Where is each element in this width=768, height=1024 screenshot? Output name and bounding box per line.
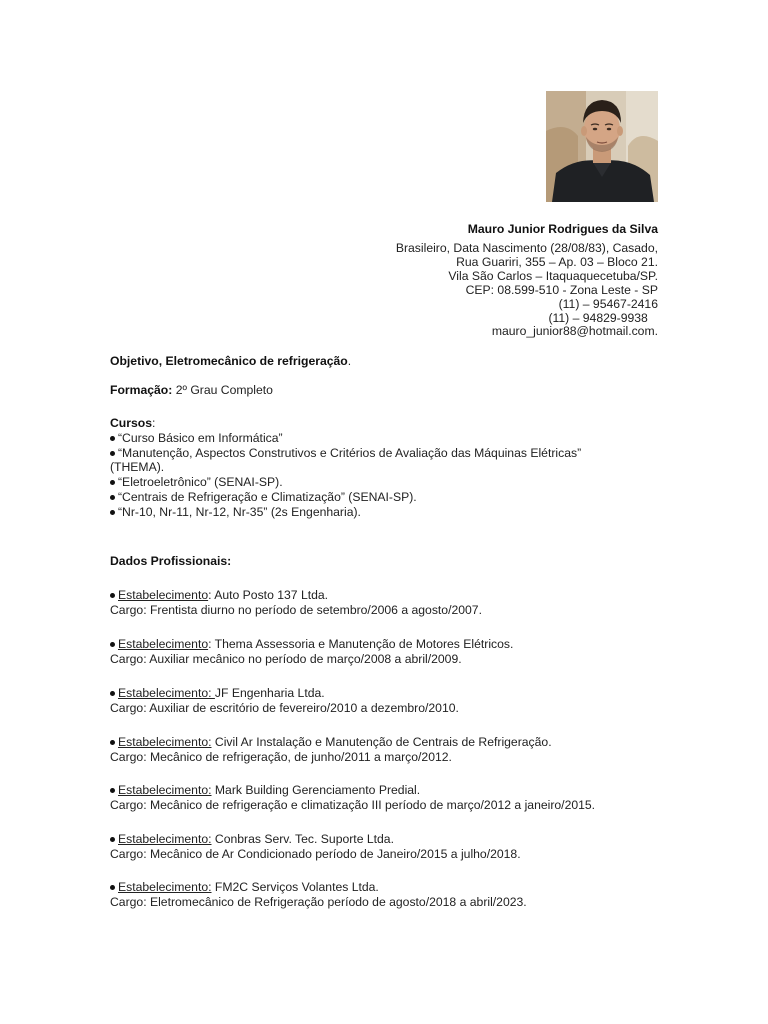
job-role: Cargo: Frentista diurno no período de setembro/2006 a agosto/2007. — [110, 602, 482, 617]
contact-line-phone-1: (11) – 95467-2416 — [558, 296, 658, 311]
job-role: Cargo: Mecânico de Ar Condicionado período de Janeiro/2015 a julho/2018. — [110, 846, 521, 861]
job-role: Cargo: Auxiliar de escritório de fevereiro/2010 a dezembro/2010. — [110, 700, 459, 715]
bullet-icon — [110, 451, 115, 456]
course-text: “Manutenção, Aspectos Construtivos e Critérios de Avaliação das Máquinas Elétricas” — [118, 445, 582, 460]
bullet-icon — [110, 837, 115, 842]
candidate-name: Mauro Junior Rodrigues da Silva — [467, 222, 658, 236]
courses-heading — [110, 416, 581, 431]
job-company: FM2C Serviços Volantes Ltda. — [214, 880, 379, 894]
job-label: Estabelecimento: — [118, 783, 212, 797]
bullet-icon — [110, 788, 115, 793]
contact-line-phone-2: (11) – 94829-9938 — [548, 310, 658, 325]
job-company: Mark Building Gerenciamento Predial. — [214, 783, 421, 797]
job-company-line — [110, 588, 482, 603]
job-company: Civil Ar Instalação e Manutenção de Centrais de Refrigeração. — [214, 735, 552, 749]
job-company: Auto Posto 137 Ltda. — [214, 588, 329, 602]
job-label: Estabelecimento — [118, 588, 209, 602]
course-item — [110, 505, 581, 520]
objective-text: Objetivo, Eletromecânico de refrigeração — [110, 354, 348, 368]
bullet-icon — [110, 436, 115, 441]
job-sep: : — [208, 588, 215, 602]
job-company: Thema Assessoria e Manutenção de Motores Elétricos. — [214, 637, 514, 651]
job-role: Cargo: Eletromecânico de Refrigeração período de agosto/2018 a abril/2023. — [110, 894, 527, 909]
education-value: 2º Grau Completo — [172, 383, 273, 397]
course-continuation: (THEMA). — [110, 460, 165, 475]
contact-block — [396, 242, 658, 339]
education — [110, 383, 273, 397]
job-company-line — [110, 880, 527, 895]
job-label: Estabelecimento: — [118, 832, 212, 846]
bullet-icon — [110, 740, 115, 745]
job-role: Cargo: Mecânico de refrigeração e climatização III período de março/2012 a janeiro/2015. — [110, 797, 596, 812]
job-label: Estabelecimento: — [118, 686, 215, 700]
job-company-line — [110, 832, 521, 847]
contact-line-district: Vila São Carlos – Itaquaquecetuba/SP. — [448, 268, 658, 283]
job-label: Estabelecimento: — [118, 880, 212, 894]
job-entry — [110, 588, 482, 618]
job-entry — [110, 783, 595, 813]
objective-suffix: . — [347, 354, 352, 368]
job-label: Estabelecimento: — [118, 735, 212, 749]
bullet-icon — [110, 480, 115, 485]
job-entry — [110, 880, 527, 910]
course-item — [110, 431, 581, 446]
job-entry — [110, 686, 459, 716]
job-sep: : — [208, 637, 215, 651]
job-company: Conbras Serv. Tec. Suporte Ltda. — [214, 832, 394, 846]
courses-suffix: : — [152, 416, 156, 430]
job-company: JF Engenharia Ltda. — [214, 686, 325, 700]
job-company-line — [110, 686, 459, 701]
course-item — [110, 475, 581, 490]
job-entry — [110, 637, 513, 667]
courses-section — [110, 416, 581, 520]
objective — [110, 354, 351, 368]
course-text: “Curso Básico em Informática” — [118, 430, 283, 445]
education-label: Formação: — [110, 383, 173, 397]
bullet-icon — [110, 510, 115, 515]
contact-line-email: mauro_junior88@hotmail.com. — [491, 324, 658, 339]
job-role: Cargo: Mecânico de refrigeração, de junho/2011 a março/2012. — [110, 749, 452, 764]
job-entry — [110, 832, 521, 862]
course-item — [110, 446, 581, 461]
contact-line-personal: Brasileiro, Data Nascimento (28/08/83), Casado, — [395, 241, 658, 255]
course-item — [110, 490, 581, 505]
bullet-icon — [110, 642, 115, 647]
bullet-icon — [110, 593, 115, 598]
bullet-icon — [110, 885, 115, 890]
job-label: Estabelecimento — [118, 637, 209, 651]
course-text: “Centrais de Refrigeração e Climatização” (SENAI-SP). — [118, 489, 417, 504]
course-text: “Eletroeletrônico” (SENAI-SP). — [118, 475, 283, 490]
course-text: “Nr-10, Nr-11, Nr-12, Nr-35” (2s Engenharia). — [118, 504, 361, 519]
professional-heading — [110, 554, 231, 568]
job-role: Cargo: Auxiliar mecânico no período de março/2008 a abril/2009. — [110, 651, 462, 666]
professional-heading-text: Dados Profissionais: — [110, 554, 232, 568]
job-entry — [110, 735, 552, 765]
job-company-line — [110, 637, 513, 652]
job-company-line — [110, 783, 595, 798]
profile-photo — [546, 91, 658, 202]
contact-line-street: Rua Guariri, 355 – Ap. 03 – Bloco 21. — [456, 254, 658, 269]
contact-line-cep: CEP: 08.599-510 - Zona Leste - SP — [465, 282, 658, 297]
bullet-icon — [110, 495, 115, 500]
bullet-icon — [110, 691, 115, 696]
courses-label: Cursos — [110, 416, 152, 430]
job-company-line — [110, 735, 552, 750]
